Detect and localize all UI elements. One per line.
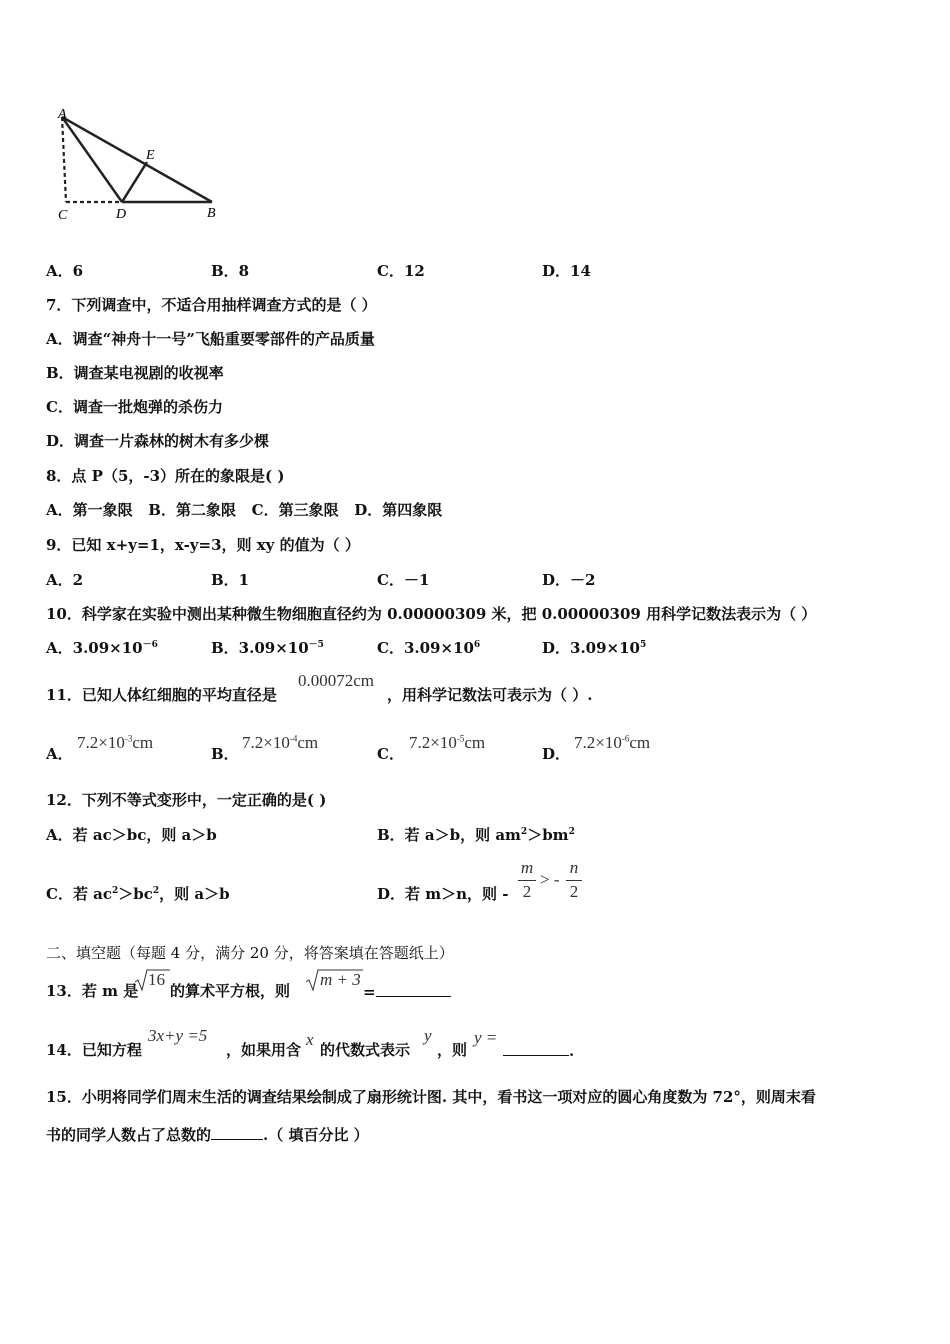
q13-mid: 的算术平方根，则: [170, 982, 291, 1000]
q10-a-exp: －6: [142, 640, 158, 650]
q11-a-exp: -3: [124, 733, 133, 744]
q11-option-b-letter: B．: [211, 745, 239, 763]
q6-option-c: C．12: [377, 262, 425, 280]
q10-c-exp: 6: [473, 640, 481, 650]
q6-option-b: B．8: [211, 262, 250, 280]
q7-option-b: B．调查某电视剧的收视率: [46, 364, 224, 382]
q14-answer: [503, 1041, 574, 1061]
triangle-figure: [50, 105, 230, 225]
q12-d-frac2-den: 2: [569, 882, 579, 901]
q12-d-frac1-num: m: [520, 858, 534, 877]
q14-mid3: ，则: [437, 1041, 468, 1059]
q11-a-base: 7.2×10: [77, 733, 125, 752]
q15-line2-pre: 书的同学人数占了总数的: [46, 1126, 212, 1144]
q13-equals: =: [363, 983, 376, 1001]
q14-pre: 14．已知方程: [46, 1041, 142, 1059]
q12-option-c: [46, 884, 230, 904]
q10-a-base: A．3.09×10: [46, 639, 143, 657]
q11-a-unit: cm: [132, 733, 154, 752]
q9-option-a: A．2: [46, 571, 84, 589]
q10-c-base: C．3.09×10: [377, 639, 474, 657]
q11-d-base: 7.2×10: [574, 733, 622, 752]
q12-d-frac1-bar: [518, 880, 536, 881]
q12-b-pre: B．若 a＞b，则 am: [377, 826, 521, 844]
q11-option-d-value: [574, 733, 650, 753]
q11-option-a-value: [77, 733, 153, 753]
q12-c-mid: ＞bc: [118, 885, 153, 903]
q14-var-y: y: [424, 1026, 432, 1045]
q11-b-base: 7.2×10: [242, 733, 290, 752]
q12-c-pre: C．若 ac: [46, 885, 113, 903]
q10-option-c: [377, 638, 480, 658]
q12-option-b: [377, 825, 575, 845]
q11-b-unit: cm: [297, 733, 319, 752]
q14-equation: 3x+y =5: [148, 1026, 208, 1045]
q10-d-exp: 5: [639, 640, 647, 650]
q11-option-d-letter: D．: [542, 745, 571, 763]
q9-option-d: D．－2: [542, 571, 596, 589]
q11-stem-pre: 11．已知人体红细胞的平均直径是: [46, 686, 277, 704]
q11-c-exp: -5: [456, 733, 465, 744]
q14-var-x: x: [306, 1030, 314, 1049]
q10-option-d: [542, 638, 646, 658]
label-D: D: [116, 207, 127, 222]
q10-b-base: B．3.09×10: [211, 639, 309, 657]
q13-pre: 13．若 m 是: [46, 982, 139, 1000]
q8-stem: 8．点 P（5，-3）所在的象限是( ): [46, 467, 285, 485]
q13-radicand2: m + 3: [320, 970, 361, 989]
label-C: C: [58, 208, 68, 223]
q14-answer-blank[interactable]: [503, 1041, 569, 1056]
q12-d-frac1-den: 2: [522, 882, 532, 901]
q9-stem: 9．已知 x+y=1，x-y=3，则 xy 的值为（ ）: [46, 536, 360, 554]
q12-b-mid: ＞bm: [527, 826, 569, 844]
q7-option-d: D．调查一片森林的树木有多少棵: [46, 432, 270, 450]
q11-value: 0.00072cm: [298, 671, 375, 690]
q13-radicand1: 16: [148, 970, 165, 989]
q11-d-unit: cm: [629, 733, 651, 752]
q7-option-c: C．调查一批炮弹的杀伤力: [46, 398, 223, 416]
section-2-heading: 二、填空题（每题 4 分，满分 20 分，将答案填在答题纸上）: [46, 944, 454, 962]
q11-c-unit: cm: [464, 733, 486, 752]
q11-option-b-value: [242, 733, 318, 753]
q9-option-c: C．－1: [377, 571, 430, 589]
q14-mid1: ，如果用含: [226, 1041, 302, 1059]
q12-stem: 12．下列不等式变形中，一定正确的是( ): [46, 791, 327, 809]
q12-c-sq1: 2: [112, 886, 119, 896]
q10-d-base: D．3.09×10: [542, 639, 640, 657]
q12-b-sq1: 2: [520, 827, 528, 837]
q14-mid2: 的代数式表示: [320, 1041, 411, 1059]
q12-option-d-text: D．若 m＞n，则 -: [377, 885, 509, 903]
q12-d-frac2-bar: [566, 880, 582, 881]
q13-post: [363, 982, 451, 1002]
q10-option-a: [46, 638, 158, 658]
q10-b-exp: －5: [308, 640, 324, 650]
q11-stem-post: ，用科学记数法可表示为（ ）.: [387, 686, 593, 704]
q12-d-relation: > -: [540, 870, 560, 889]
q10-stem: 10．科学家在实验中测出某种微生物细胞直径约为 0.00000309 米，把 0.00000309 用科学记数法表示为（ ）: [46, 605, 817, 623]
q6-option-a: A．6: [46, 262, 84, 280]
q13-answer-blank[interactable]: [376, 982, 451, 997]
q11-b-exp: -4: [289, 733, 298, 744]
q11-d-exp: -6: [621, 733, 630, 744]
q10-option-b: [211, 638, 324, 658]
q12-b-sq2: 2: [568, 827, 575, 837]
q11-c-base: 7.2×10: [409, 733, 457, 752]
q8-options: A．第一象限 B．第二象限 C．第三象限 D．第四象限: [46, 501, 443, 519]
q9-option-b: B．1: [211, 571, 250, 589]
q11-option-a-letter: A．: [46, 745, 73, 763]
q14-lhs: y =: [474, 1028, 498, 1047]
label-A: A: [58, 107, 67, 122]
q7-stem: 7．下列调查中，不适合用抽样调查方式的是（ ）: [46, 296, 377, 314]
q11-option-c-value: [409, 733, 485, 753]
q12-option-a: A．若 ac＞bc，则 a＞b: [46, 826, 217, 844]
q15-line2-post: .（ 填百分比 ）: [263, 1126, 369, 1144]
label-B: B: [207, 206, 216, 221]
q15-answer-blank[interactable]: [211, 1125, 263, 1140]
q7-option-a: A．调查“神舟十一号”飞船重要零部件的产品质量: [46, 330, 375, 348]
q12-d-frac2-num: n: [569, 858, 579, 877]
q15-line2: [46, 1125, 369, 1145]
q11-option-c-letter: C．: [377, 745, 404, 763]
q15-line1: 15．小明将同学们周末生活的调查结果绘制成了扇形统计图. 其中，看书这一项对应的圆心角度数为 72°，则周末看: [46, 1088, 816, 1106]
label-E: E: [146, 148, 155, 163]
q14-post: .: [569, 1042, 575, 1060]
q6-option-d: D．14: [542, 262, 591, 280]
q12-c-post: ，则 a＞b: [159, 885, 230, 903]
q12-c-sq2: 2: [152, 886, 160, 896]
